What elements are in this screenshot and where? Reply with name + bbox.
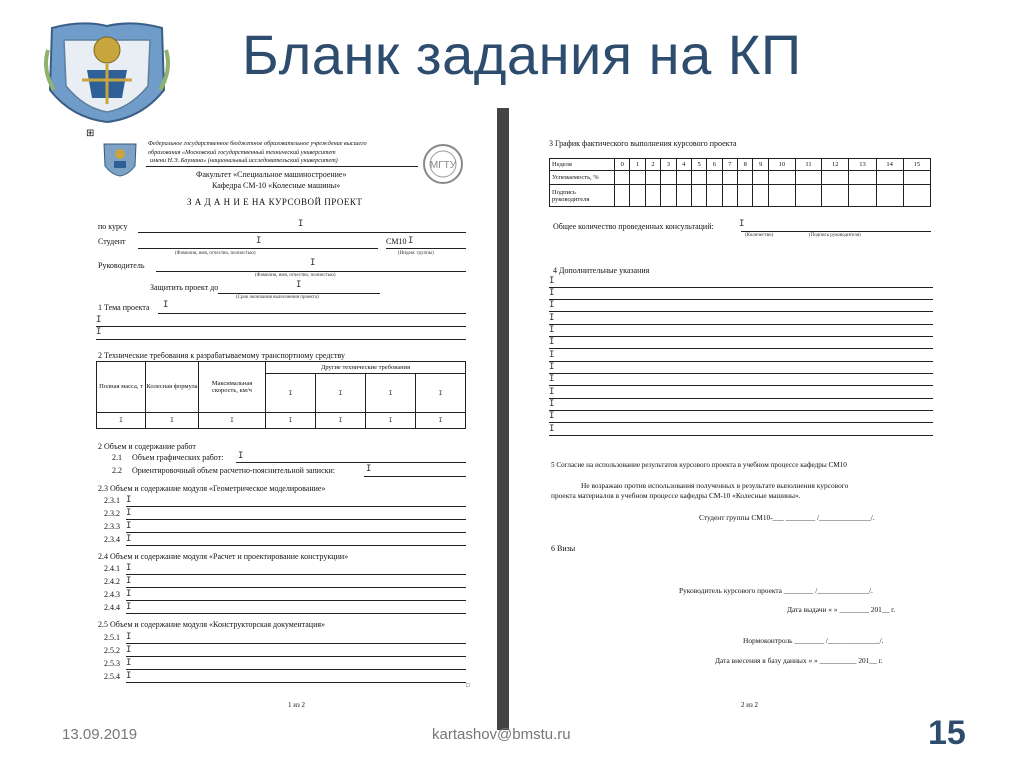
m5-line-2[interactable] [126, 656, 466, 657]
org-line-3: имени Н.Э. Баумана» (национальный исследовательский университет) [150, 157, 338, 164]
sign-row-label: Подпись руководителя [550, 185, 615, 207]
m5-line-4[interactable] [126, 682, 466, 683]
week-cell: 15 [903, 159, 930, 171]
course-label: по курсу [98, 222, 128, 231]
group-field[interactable] [386, 248, 466, 249]
fio-hint: (Фамилия, имя, отчество, полностью) [175, 251, 256, 256]
week-cell: 14 [876, 159, 903, 171]
form-page-2: 3 График фактического выполнения курсового проекта Неделя 0 1 2 3 4 5 6 7 8 9 10 11 12 13 14 15 Успеваемость, % Подпись руководителя Общее количество проведенных консультаций: I (Количество) (Подпись руководителя) 4 Дополнительные указания I I I I I I I I I I I I I 5 Согласие на использование результатов курсового проекта в учебном процессе кафедры СМ10 Не возражаю против использования полученных в результате выполнения курсового проекта материалов в учебном процессе кафедры СМ-10 «Колесные машины». Студент группы СМ10-___ ________ /______________/. 6 Визы Руководитель курсового проекта ________ /______________/. Дата выдачи « » ________ 201__ г. Нормоконтроль ________ /______________/. Дата внесения в базу данных « » __________ 201__ г. 2 из 2 [509, 0, 1024, 767]
extra-line[interactable] [549, 361, 933, 362]
col-formula: Колесная формула [146, 362, 199, 413]
consent-label: 5 Согласие на использование результатов курсового проекта в учебном процессе кафедры СМ10 [551, 461, 847, 469]
m4-line-3[interactable] [126, 600, 466, 601]
week-cell: 13 [849, 159, 876, 171]
course-field[interactable] [138, 232, 466, 233]
extra-line[interactable] [549, 348, 933, 349]
slide-number: 15 [928, 714, 966, 752]
consult-label: Общее количество проведенных консультаций: [553, 222, 714, 231]
page-2-label: 2 из 2 [741, 701, 759, 709]
m5-item-2: 2.5.2 [104, 646, 120, 655]
dept-line: Кафедра СМ-10 «Колесные машины» [212, 181, 341, 190]
fio-hint-2: (Фамилия, имя, отчество, полностью) [255, 273, 336, 278]
requirements-table: Полная масса, т Колесная формула Максимальная скорость, км/ч Другие технические требования I I I I I I I I I I I [96, 361, 466, 429]
m3-line-3[interactable] [126, 532, 466, 533]
m3-item-2: 2.3.2 [104, 509, 120, 518]
extra-line[interactable] [549, 435, 933, 436]
extra-line[interactable] [549, 287, 933, 288]
col-other: Другие технические требования [266, 362, 466, 374]
extra-line[interactable] [549, 324, 933, 325]
student-label: Студент [98, 237, 126, 246]
form-page-1: ⊞ МГТУ Федеральное государственное бюджетное образовательное учреждение высшего образования «Московский государственный технический университет имени Н.Э. Баумана» (национальный исследовательский университет) Факультет «Специальное машиностроение» Кафедра СМ-10 «Колесные машины» З А Д А Н И Е НА КУРСОВОЙ ПРОЕКТ по курсу I Студент I СМ10 I (Фамилия, имя, отчество, полностью) (Индекс группы) Руководитель I (Фамилия, имя, отчество, полностью) Защитить проект до I (Срок окончания выполнения проекта) 1 Тема проекта I I I 2 Технические требования к разрабатываемому транспортному средству Полная масса, т Колесная формула Максимальная скорость, км/ч Другие технические требования I I I I I I I I I I I 2 Объем и содержание работ 2.1 Объем графических работ: I 2.2 Ориентировочный объем расчетно-пояснительной записки: I 2.3 Объем и содержание модуля «Геометрическое моделирование» 2.3.1 I 2.3.2 I 2.3.3 I 2.3.4 I 2.4 Объем и содержание модуля «Расчет и проектирование конструкции» 2.4.1 I 2.4.2 I 2.4.3 I 2.4.4 I 2.5 Объем и содержание модуля «Конструкторская документация» 2.5.1 I 2.5.2 I 2.5.3 I 2.5.4 I □ 1 из 2 [86, 128, 470, 709]
week-cell: 9 [753, 159, 768, 171]
m4-item-1: 2.4.1 [104, 564, 120, 573]
m3-item-1: 2.3.1 [104, 496, 120, 505]
req-label: 2 Технические требования к разрабатываемому транспортному средству [98, 351, 345, 360]
database-date[interactable]: Дата внесения в базу данных « » __________ 201__ г. [715, 656, 883, 665]
m4-line-1[interactable] [126, 574, 466, 575]
extra-line[interactable] [549, 336, 933, 337]
extra-line[interactable] [549, 373, 933, 374]
m5-line-3[interactable] [126, 669, 466, 670]
topic-line-2[interactable] [96, 326, 466, 327]
extra-line[interactable] [549, 398, 933, 399]
faculty-line: Факультет «Специальное машиностроение» [196, 170, 347, 179]
group-value: СМ10 [386, 237, 407, 246]
volume-label: 2 Объем и содержание работ [98, 442, 196, 451]
m4-item-3: 2.4.3 [104, 590, 120, 599]
extra-line[interactable] [549, 299, 933, 300]
m5-line-1[interactable] [126, 643, 466, 644]
page-divider [497, 108, 509, 730]
supervisor-field[interactable] [156, 271, 466, 272]
week-cell: 1 [630, 159, 645, 171]
m4-line-4[interactable] [126, 613, 466, 614]
extra-line[interactable] [549, 422, 933, 423]
student-signature[interactable]: Студент группы СМ10-___ ________ /______________/. [699, 513, 875, 522]
extra-label: 4 Дополнительные указания [553, 266, 650, 275]
defend-label: Защитить проект до [150, 283, 219, 292]
week-cell: 5 [691, 159, 706, 171]
consent-text-2: проекта материалов в учебном процессе кафедры СМ-10 «Колесные машины». [551, 491, 801, 500]
consent-text-1: Не возражаю против использования полученных в результате выполнения курсового [581, 481, 849, 490]
page-1-label: 1 из 2 [288, 701, 306, 709]
m3-line-2[interactable] [126, 519, 466, 520]
visas-label: 6 Визы [551, 544, 576, 553]
volume-2-num: 2.2 [112, 466, 122, 475]
normcontrol-signature[interactable]: Нормоконтроль ________ /______________/. [743, 636, 884, 645]
week-cell: 12 [822, 159, 849, 171]
consult-hint-2: (Подпись руководителя) [809, 233, 861, 238]
week-cell: 2 [645, 159, 660, 171]
col-mass: Полная масса, т [97, 362, 146, 413]
extra-line[interactable] [549, 385, 933, 386]
svg-text:МГТУ: МГТУ [429, 160, 457, 171]
m4-item-4: 2.4.4 [104, 603, 120, 612]
volume-1-label: Объем графических работ: [132, 453, 224, 462]
org-line-1: Федеральное государственное бюджетное образовательное учреждение высшего [148, 140, 367, 147]
week-cell: 7 [722, 159, 737, 171]
m3-line-4[interactable] [126, 545, 466, 546]
extra-line[interactable] [549, 410, 933, 411]
form-heading: З А Д А Н И Е НА КУРСОВОЙ ПРОЕКТ [187, 197, 363, 207]
m4-item-2: 2.4.2 [104, 577, 120, 586]
m5-item-3: 2.5.3 [104, 659, 120, 668]
week-row-label: Неделя [550, 159, 615, 171]
col-speed: Максимальная скорость, км/ч [199, 362, 266, 413]
anchor-icon: ⊞ [86, 128, 95, 139]
footer-date: 13.09.2019 [62, 726, 138, 743]
footer-email: kartashov@bmstu.ru [432, 726, 571, 743]
consult-field[interactable] [741, 231, 931, 232]
m3-item-3: 2.3.3 [104, 522, 120, 531]
volume-1-field[interactable] [236, 462, 466, 463]
org-rule [146, 166, 418, 167]
volume-2-label: Ориентировочный объем расчетно-пояснительной записки: [132, 466, 336, 475]
m5-item-1: 2.5.1 [104, 633, 120, 642]
m4-line-2[interactable] [126, 587, 466, 588]
issue-date[interactable]: Дата выдачи « » ________ 201__ г. [787, 605, 896, 614]
topic-line-3[interactable] [96, 339, 466, 340]
week-cell: 8 [738, 159, 753, 171]
schedule-label: 3 График фактического выполнения курсового проекта [549, 139, 737, 148]
m3-item-4: 2.3.4 [104, 535, 120, 544]
week-cell: 10 [768, 159, 795, 171]
week-cell: 0 [615, 159, 630, 171]
m3-line-1[interactable] [126, 506, 466, 507]
extra-line[interactable] [549, 311, 933, 312]
topic-line-1[interactable] [158, 313, 466, 314]
volume-2-field[interactable] [364, 476, 466, 477]
slide-title: Бланк задания на КП [242, 23, 802, 86]
week-cell: 11 [795, 159, 821, 171]
resize-handle-icon: □ [466, 683, 470, 689]
module-4-label: 2.4 Объем и содержание модуля «Расчет и проектирование конструкции» [98, 552, 349, 561]
week-cell: 3 [661, 159, 676, 171]
schedule-table [549, 158, 931, 207]
consult-hint-1: (Количество) [745, 233, 774, 238]
emblem-small-icon [100, 140, 140, 178]
module-3-label: 2.3 Объем и содержание модуля «Геометрическое моделирование» [98, 484, 326, 493]
progress-row-label: Успеваемость, % [550, 171, 615, 185]
topic-label: 1 Тема проекта [98, 303, 150, 312]
m5-item-4: 2.5.4 [104, 672, 120, 681]
deadline-hint: (Срок окончания выполнения проекта) [236, 295, 319, 300]
group-hint: (Индекс группы) [398, 251, 434, 256]
volume-1-num: 2.1 [112, 453, 122, 462]
supervisor-signature[interactable]: Руководитель курсового проекта ________ /______________/. [679, 586, 873, 595]
org-line-2: образования «Московский государственный технический университет [148, 149, 336, 156]
deadline-field[interactable] [218, 293, 380, 294]
week-cell: 6 [707, 159, 722, 171]
module-5-label: 2.5 Объем и содержание модуля «Конструкторская документация» [98, 620, 326, 629]
seal-icon [422, 143, 464, 185]
week-cell: 4 [676, 159, 691, 171]
student-field[interactable] [138, 248, 378, 249]
supervisor-label: Руководитель [98, 261, 145, 270]
